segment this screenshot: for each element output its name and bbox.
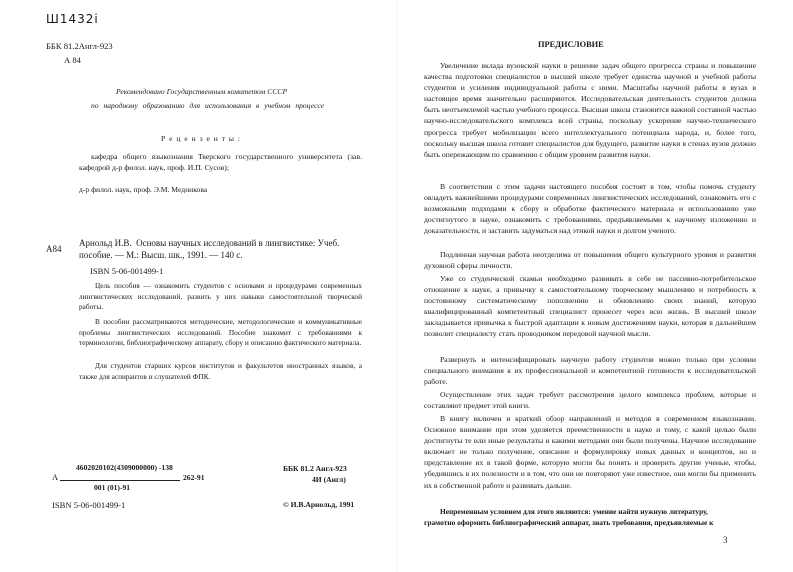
preface-heading: ПРЕДИСЛОВИЕ xyxy=(538,40,604,49)
preface-paragraph-1: Увеличение вклада вузовской науки в решение задач общего прогресса страны и повышение качества подготовки специалистов в высшей школе требует единства научной и учебной работы студентов и усиления индивидуальной работы с ними. Масштабы научной работы в вузах в настоящее время значительно расширяются. Исследовательская деятельность студентов должна быть неотъемлемой частью учебного процесса. Высшая школа становится важной составной частью научно-исследовательского комплекса всей страны, поскольку ускорение научно-технического прогресса требует мобилизации всего интеллектуального потенциала народа, и, более того, поскольку высшая школа готовит специалистов для будущего, развитие науки в стенах вузов должно быть опережающим по сравнению с общим уровнем развития науки. xyxy=(424,61,756,159)
catalog-fraction-line xyxy=(60,480,180,481)
bbk-bottom-1: ББК 81.2 Англ-923 xyxy=(283,464,347,473)
preface-paragraph-4: Уже со студенческой скамьи необходимо развивать в себе не пассивно-потребительское отношение к науке, а привычку к самостоятельному творческому мышлению и потребность к постоянному систематическому пополнению и обновлению своих знаний, которую квалифицированный компетентный специалист пронесет через всю жизнь. В высшей школе закладывается привычка к быстрой адаптации к новым достижениям науки, которая в дальнейшем позволит специалисту стать проводником передовой научной мысли. xyxy=(424,274,756,339)
card-heading xyxy=(79,237,362,261)
card-title: Основы научных исследований в лингвистике: Учеб. пособие. — М.: Высш. шк., 1991. — 140 с. xyxy=(79,238,340,260)
recommendation-line-2: по народному образованию для использования в учебном процессе xyxy=(91,101,324,110)
bbk-code: ББК 81.2Англ-923 xyxy=(46,41,113,51)
handwritten-code: Ш1432і xyxy=(46,12,99,26)
preface-paragraph-5: Развернуть и интенсифицировать научную работу студентов можно только при условии специального внимания к их профессиональной и компетентной готовности к исследовательской работе. xyxy=(424,355,756,387)
author-mark: А 84 xyxy=(64,55,81,65)
card-author: Арнольд И.В. xyxy=(79,238,132,248)
bold-line-2: грамотно оформить библиографический аппарат, знать требования, предъявляемые к xyxy=(424,518,714,527)
preface-paragraph-2: В соответствии с этим задачи настоящего пособия состоят в том, чтобы помочь студенту овладеть важнейшими процедурами современных лингвистических исследований, ознакомить его с возможными подходами к сбору и обработке фактического материала и использованию уже достигнутого в науке, ознакомить с требованиями, предъявляемыми к научному изложению и доказательности, и заставить задуматься над этикой науки и долгом ученого. xyxy=(424,182,756,236)
reviewer-2: д-р филол. наук, проф. Э.М. Медникова xyxy=(79,185,208,194)
card-paragraph-1: Цель пособия — ознакомить студентов с основами и процедурами современных лингвистических исследований, развить у них навыки самостоятельной творческой работы. xyxy=(79,281,362,312)
page-number: 3 xyxy=(723,535,728,545)
left-page xyxy=(0,0,396,572)
card-isbn: ISBN 5-06-001499-1 xyxy=(90,266,164,276)
reviewer-1: кафедра общего языкознания Тверского государственного университета (зав. кафедрой д-р филол. наук, проф. И.П. Сусов); xyxy=(79,152,362,173)
reviewers-title: Р е ц е н з е н т ы : xyxy=(161,134,242,143)
catalog-top: 4602020102(4309000000) -138 xyxy=(76,463,173,472)
card-paragraph-2: В пособии рассматриваются методические, методологические и коммуникативные проблемы лингвистических исследований. Пособие знакомит с требованиями к терминологии, библиографическому аппарату, сбору и описанию фактического материала. xyxy=(79,317,362,348)
bbk-bottom-2: 4И (Англ) xyxy=(312,475,346,484)
card-mark: А84 xyxy=(46,244,62,254)
recommendation-line-1: Рекомендовано Государственным комитетом СССР xyxy=(116,87,288,96)
bold-line-1: Непременным условием для этого являются: умение найти нужную литературу, xyxy=(440,507,708,516)
catalog-bottom: 001 (01)-91 xyxy=(94,483,131,492)
isbn-bottom: ISBN 5-06-001499-1 xyxy=(52,500,126,510)
catalog-letter: А xyxy=(52,472,59,482)
catalog-number: 262-91 xyxy=(183,473,205,482)
card-paragraph-3: Для студентов старших курсов институтов и факультетов иностранных языков, а также для аспирантов и слушателей ФПК. xyxy=(79,361,362,381)
preface-paragraph-3: Подлинная научная работа неотделима от повышения общего культурного уровня и развития духовной сферы личности. xyxy=(424,250,756,271)
preface-paragraph-7: В книгу включен и краткий обзор направлений и методов в современном языкознании. Основное внимание при этом уделяется преемственности в науке и тому, с какой целью были достигнуты те или иные результаты и какими методами они были получены. Научное исследование включает не только получение, описание и формулировку новых данных и концептов, но и представление их в такой форме, которую могли бы понять и проверить другие ученые, чтобы, убедившись в их полезности и в том, что они не повторяют уже известное, они могли бы применить их в собственной работе и развивать дальше. xyxy=(424,414,756,490)
preface-paragraph-6: Осуществление этих задач требует рассмотрения целого комплекса проблем, которые и составляют предмет этой книги. xyxy=(424,390,756,411)
copyright: © И.В.Арнольд, 1991 xyxy=(283,500,355,509)
right-page xyxy=(397,0,793,572)
